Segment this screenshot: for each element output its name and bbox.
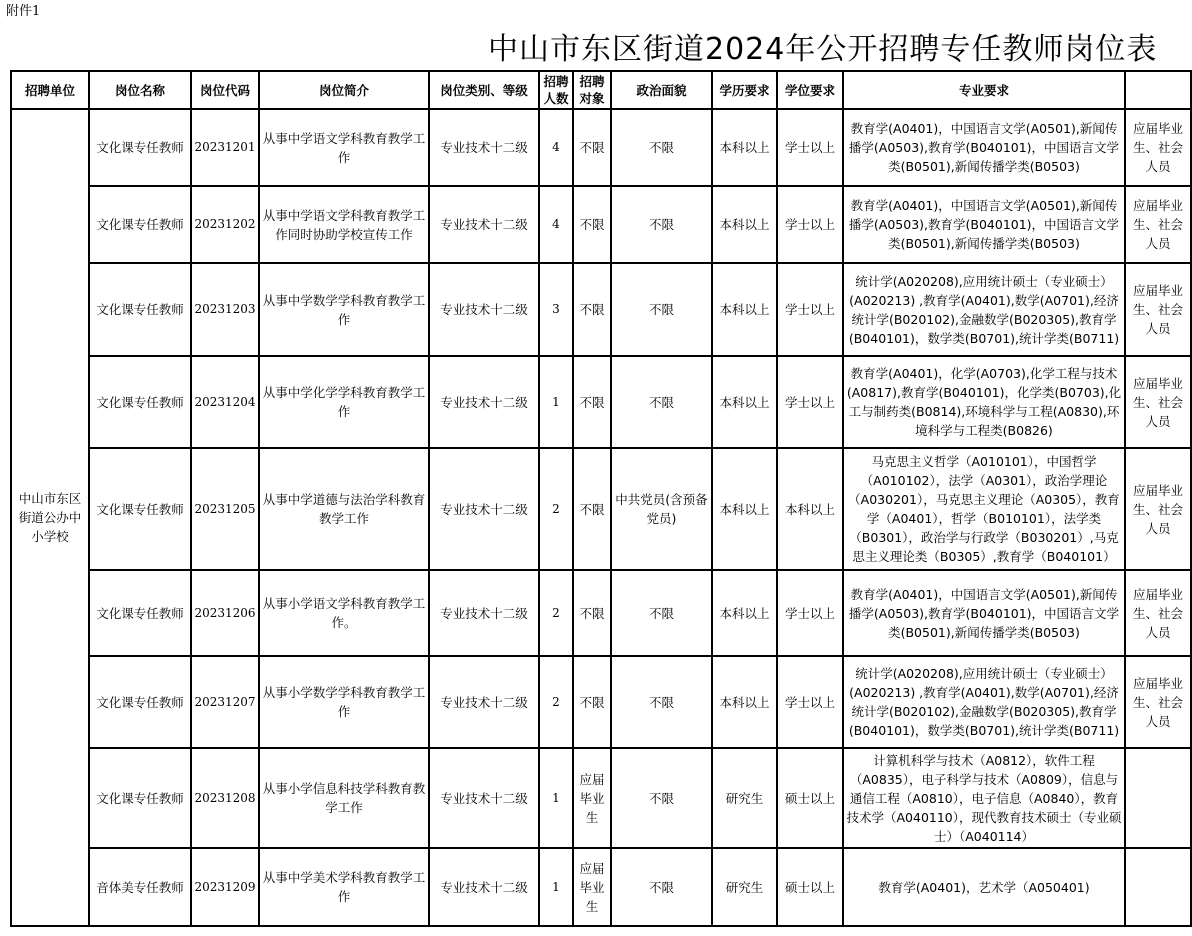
attachment-label: 附件1	[6, 4, 41, 19]
target-cell: 不限	[573, 356, 611, 448]
count-cell: 4	[539, 109, 573, 186]
position-name-cell: 文化课专任教师	[89, 186, 191, 263]
intro-cell: 从事中学数学学科教育教学工作	[259, 263, 429, 356]
degree-cell: 学士以上	[777, 109, 843, 186]
major-cell: 统计学(A020208),应用统计硕士（专业硕士）(A020213) ,教育学(A0401),数学(A0701),经济统计学(B020102),金融数学(B020305),教育学(B040101)，数学类(B0701),统计学类(B0711)	[843, 263, 1125, 356]
category-cell: 专业技术十二级	[429, 570, 539, 656]
target-cell: 不限	[573, 186, 611, 263]
degree-cell: 学士以上	[777, 656, 843, 748]
recruiting-unit: 中山市东区街道公办中小学校	[11, 109, 89, 926]
table-row	[11, 570, 1191, 656]
header-education: 学历要求	[712, 71, 777, 109]
education-cell: 本科以上	[712, 356, 777, 448]
header-other	[1125, 71, 1191, 109]
header-degree: 学位要求	[777, 71, 843, 109]
category-cell: 专业技术十二级	[429, 356, 539, 448]
header-position-code: 岗位代码	[191, 71, 259, 109]
education-cell: 研究生	[712, 848, 777, 926]
degree-cell: 学士以上	[777, 570, 843, 656]
table-row	[11, 186, 1191, 263]
position-code-cell: 20231206	[191, 570, 259, 656]
table-row	[11, 263, 1191, 356]
political-cell: 不限	[611, 186, 712, 263]
position-code-cell: 20231201	[191, 109, 259, 186]
position-code-cell: 20231209	[191, 848, 259, 926]
degree-cell: 学士以上	[777, 356, 843, 448]
major-cell: 计算机科学与技术（A0812），软件工程（A0835），电子科学与技术（A0809），信息与通信工程（A0810），电子信息（A0840），教育技术学（A040110），现代教育技术硕士（专业硕士）（A040114）	[843, 748, 1125, 848]
position-name-cell: 文化课专任教师	[89, 448, 191, 570]
other-cell: 应届毕业生、社会人员	[1125, 656, 1191, 748]
category-cell: 专业技术十二级	[429, 109, 539, 186]
other-cell: 应届毕业生、社会人员	[1125, 570, 1191, 656]
position-name-cell: 文化课专任教师	[89, 748, 191, 848]
count-cell: 2	[539, 570, 573, 656]
header-intro: 岗位简介	[259, 71, 429, 109]
category-cell: 专业技术十二级	[429, 186, 539, 263]
header-category: 岗位类别、等级	[429, 71, 539, 109]
header-political: 政治面貌	[611, 71, 712, 109]
target-cell: 应届毕业生	[573, 748, 611, 848]
political-cell: 不限	[611, 748, 712, 848]
intro-cell: 从事中学美术学科教育教学工作	[259, 848, 429, 926]
other-cell: 应届毕业生、社会人员	[1125, 186, 1191, 263]
target-cell: 不限	[573, 448, 611, 570]
education-cell: 本科以上	[712, 656, 777, 748]
intro-cell: 从事中学语文学科教育教学工作	[259, 109, 429, 186]
major-cell: 教育学(A0401)，艺术学（A050401)	[843, 848, 1125, 926]
other-cell: 应届毕业生、社会人员	[1125, 109, 1191, 186]
major-cell: 教育学(A0401)，中国语言文学(A0501),新闻传播学(A0503),教育学(B040101)，中国语言文学类(B0501),新闻传播学类(B0503)	[843, 109, 1125, 186]
intro-cell: 从事小学数学学科教育教学工作	[259, 656, 429, 748]
position-name-cell: 音体美专任教师	[89, 848, 191, 926]
position-code-cell: 20231208	[191, 748, 259, 848]
position-name-cell: 文化课专任教师	[89, 109, 191, 186]
other-cell	[1125, 848, 1191, 926]
position-code-cell: 20231207	[191, 656, 259, 748]
intro-cell: 从事中学道德与法治学科教育教学工作	[259, 448, 429, 570]
political-cell: 不限	[611, 263, 712, 356]
major-cell: 教育学(A0401)，中国语言文学(A0501),新闻传播学(A0503),教育学(B040101)，中国语言文学类(B0501),新闻传播学类(B0503)	[843, 570, 1125, 656]
position-name-cell: 文化课专任教师	[89, 263, 191, 356]
degree-cell: 学士以上	[777, 263, 843, 356]
position-code-cell: 20231202	[191, 186, 259, 263]
political-cell: 不限	[611, 570, 712, 656]
other-cell: 应届毕业生、社会人员	[1125, 448, 1191, 570]
other-cell	[1125, 748, 1191, 848]
position-code-cell: 20231204	[191, 356, 259, 448]
count-cell: 1	[539, 848, 573, 926]
category-cell: 专业技术十二级	[429, 448, 539, 570]
header-target: 招聘对象	[573, 71, 611, 109]
category-cell: 专业技术十二级	[429, 848, 539, 926]
political-cell: 不限	[611, 656, 712, 748]
page-title: 中山市东区街道2024年公开招聘专任教师岗位表	[488, 32, 1158, 67]
position-name-cell: 文化课专任教师	[89, 356, 191, 448]
count-cell: 2	[539, 448, 573, 570]
category-cell: 专业技术十二级	[429, 748, 539, 848]
table-row	[11, 109, 1191, 186]
target-cell: 不限	[573, 109, 611, 186]
education-cell: 本科以上	[712, 109, 777, 186]
table-row	[11, 748, 1191, 848]
position-name-cell: 文化课专任教师	[89, 656, 191, 748]
table-row	[11, 356, 1191, 448]
degree-cell: 本科以上	[777, 448, 843, 570]
category-cell: 专业技术十二级	[429, 656, 539, 748]
intro-cell: 从事小学语文学科教育教学工作。	[259, 570, 429, 656]
political-cell: 中共党员(含预备党员)	[611, 448, 712, 570]
position-name-cell: 文化课专任教师	[89, 570, 191, 656]
header-unit: 招聘单位	[11, 71, 89, 109]
count-cell: 1	[539, 356, 573, 448]
intro-cell: 从事小学信息科技学科教育教学工作	[259, 748, 429, 848]
education-cell: 本科以上	[712, 570, 777, 656]
table-header-row	[11, 71, 1191, 109]
political-cell: 不限	[611, 848, 712, 926]
other-cell: 应届毕业生、社会人员	[1125, 263, 1191, 356]
position-code-cell: 20231205	[191, 448, 259, 570]
header-major: 专业要求	[843, 71, 1125, 109]
major-cell: 马克思主义哲学（A010101），中国哲学（A010102），法学（A0301），政治学理论（A030201），马克思主义理论（A0305），教育学（A0401），哲学（B010101），法学类（B0301），政治学与行政学（B030201）,马克思主义理论类（B0305）,教育学（B040101）	[843, 448, 1125, 570]
education-cell: 本科以上	[712, 263, 777, 356]
education-cell: 本科以上	[712, 186, 777, 263]
degree-cell: 学士以上	[777, 186, 843, 263]
count-cell: 1	[539, 748, 573, 848]
major-cell: 统计学(A020208),应用统计硕士（专业硕士）(A020213) ,教育学(A0401),数学(A0701),经济统计学(B020102),金融数学(B020305),教育学(B040101)，数学类(B0701),统计学类(B0711)	[843, 656, 1125, 748]
table-row	[11, 448, 1191, 570]
position-code-cell: 20231203	[191, 263, 259, 356]
table-row	[11, 848, 1191, 926]
header-count: 招聘人数	[539, 71, 573, 109]
target-cell: 不限	[573, 570, 611, 656]
target-cell: 应届毕业生	[573, 848, 611, 926]
count-cell: 2	[539, 656, 573, 748]
positions-table	[10, 70, 1192, 927]
target-cell: 不限	[573, 656, 611, 748]
count-cell: 3	[539, 263, 573, 356]
education-cell: 本科以上	[712, 448, 777, 570]
count-cell: 4	[539, 186, 573, 263]
header-position-name: 岗位名称	[89, 71, 191, 109]
intro-cell: 从事中学语文学科教育教学工作同时协助学校宣传工作	[259, 186, 429, 263]
political-cell: 不限	[611, 356, 712, 448]
intro-cell: 从事中学化学学科教育教学工作	[259, 356, 429, 448]
table-row	[11, 656, 1191, 748]
degree-cell: 硕士以上	[777, 848, 843, 926]
degree-cell: 硕士以上	[777, 748, 843, 848]
target-cell: 不限	[573, 263, 611, 356]
major-cell: 教育学(A0401)，中国语言文学(A0501),新闻传播学(A0503),教育学(B040101)，中国语言文学类(B0501),新闻传播学类(B0503)	[843, 186, 1125, 263]
category-cell: 专业技术十二级	[429, 263, 539, 356]
political-cell: 不限	[611, 109, 712, 186]
other-cell: 应届毕业生、社会人员	[1125, 356, 1191, 448]
major-cell: 教育学(A0401)，化学(A0703),化学工程与技术(A0817),教育学(B040101)，化学类(B0703),化工与制药类(B0814),环境科学与工程(A0830),环境科学与工程类(B0826)	[843, 356, 1125, 448]
education-cell: 研究生	[712, 748, 777, 848]
